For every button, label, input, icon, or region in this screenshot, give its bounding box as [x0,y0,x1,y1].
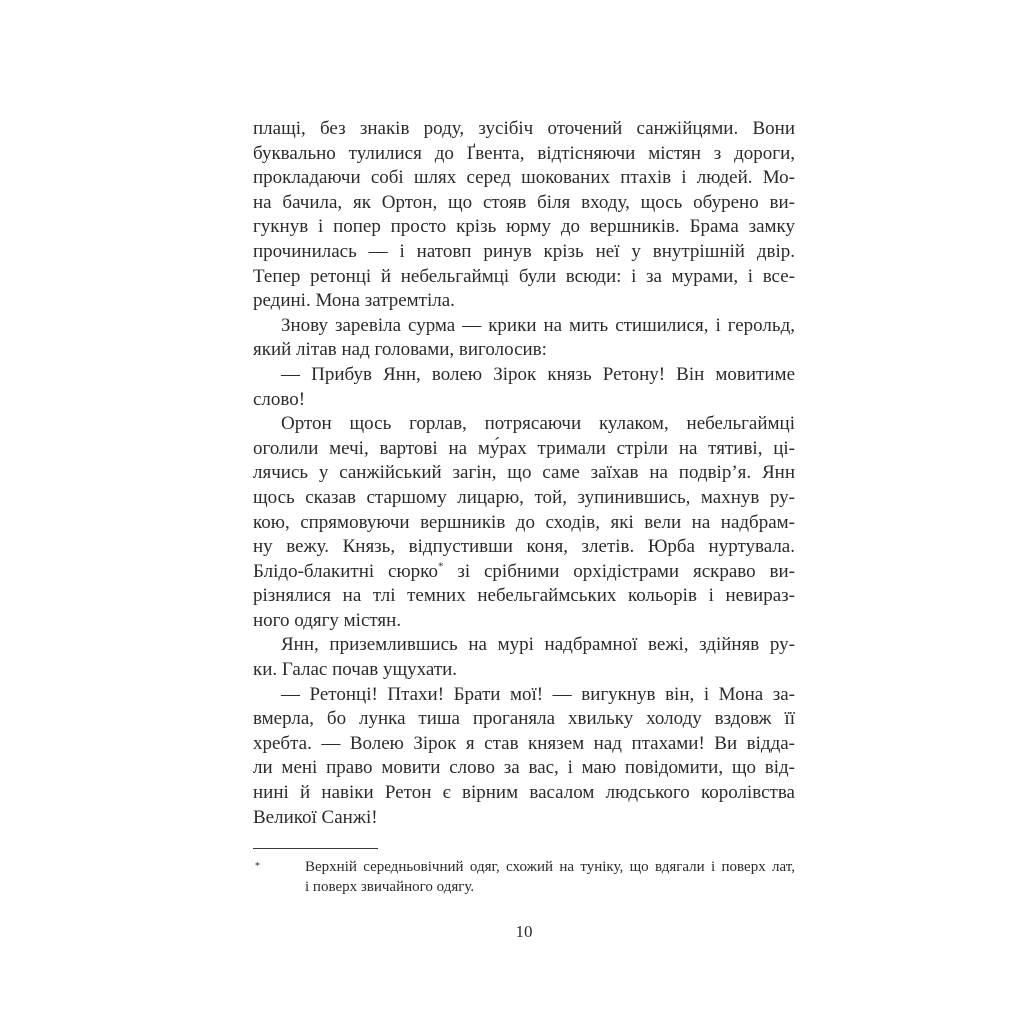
text-line: гукнув і попер просто крізь юрму до вершників. Брама замку [253,216,795,238]
text-line: хребта. — Волею Зірок я став князем над птахами! Ви відда- [253,732,795,754]
footnote-separator-rule [253,848,378,849]
text-line: Тепер ретонці й небельгаймці були всюди: і за мурами, і все- [253,265,795,287]
text-line: плащі, без знаків роду, зусібіч оточений санжійцями. Вони [253,118,795,139]
footnote-line: Верхній середньовічний одяг, схожий на туніку, що вдягали і поверх лат, [305,859,795,875]
footnote-marker-inline: * [437,560,444,573]
text-line: Янн, приземлившись на мурі надбрамної вежі, здійняв ру- [281,634,795,656]
footnote-body [253,858,795,897]
text-line: вмерла, бо лунка тиша проганяла хвильку холоду вздовж її [253,708,795,730]
text-line: Знову заревіла сурма — крики на мить стишилися, і герольд, [281,314,795,336]
paragraph [253,683,795,831]
text-line: прокладаючи собі шлях серед шокованих птахів і людей. Мо- [253,167,795,189]
text-line: буквально тулилися до Ґвента, відтісняючи містян з дороги, [253,142,795,164]
text-line: слово! [253,388,306,410]
page-number: 10 [515,922,533,941]
text-line: на бачила, як Ортон, що стояв біля входу, щось обурено ви- [253,191,795,213]
text-line: прочинилась — і натовп ринув крізь неї у внутрішній двір. [253,240,795,262]
text-line: — Прибув Янн, волею Зірок князь Ретону! Він мовитиме [281,363,795,385]
text-line: редині. Мона затремтіла. [253,290,455,312]
text-line: щось сказав старшому лицарю, той, зупинившись, махнув ру- [253,486,795,508]
paragraph [253,412,795,633]
text-line: оголили мечі, вартові на му́рах тримали стріли на тятиві, ці- [253,437,795,459]
text-line: різнялися на тлі темних небельгаймських кольорів і невираз- [253,585,795,607]
text-line: ли мені право мовити слово за вас, і маю повідомити, що від- [253,757,795,779]
footnote [253,848,795,897]
text-line: Ортон щось горлав, потрясаючи кулаком, небельгаймці [281,413,795,435]
text-block [253,117,795,830]
footnote-marker: * [255,861,260,872]
paragraph [253,117,795,314]
text-line: ну вежу. Князь, відпустивши коня, злетів. Юрба нуртувала. [253,536,795,558]
paragraph [253,363,795,412]
text-line: лячись у санжійський загін, що саме заїхав на подвір’я. Янн [253,462,795,484]
footnote-lines [305,858,795,897]
footnote-line: і поверх звичайного одягу. [305,878,475,895]
text-line: ки. Галас почав ущухати. [253,659,458,681]
text-line: — Ретонці! Птахи! Брати мої! — вигукнув він, і Мона за- [281,683,795,705]
text-line: ного одягу містян. [253,609,402,631]
text-line: який літав над головами, виголосив: [253,339,547,361]
paragraph [253,633,795,682]
text-line: нині й навіки Ретон є вірним васалом людського королівства [253,782,795,804]
paragraph [253,314,795,363]
text-line: кою, спрямовуючи вершників до сходів, які вели на надбрам- [253,511,795,533]
text-line: Великої Санжі! [253,806,378,828]
text-line: Блідо-блакитні сюрко* зі срібними орхідістрами яскраво ви- [253,560,795,582]
